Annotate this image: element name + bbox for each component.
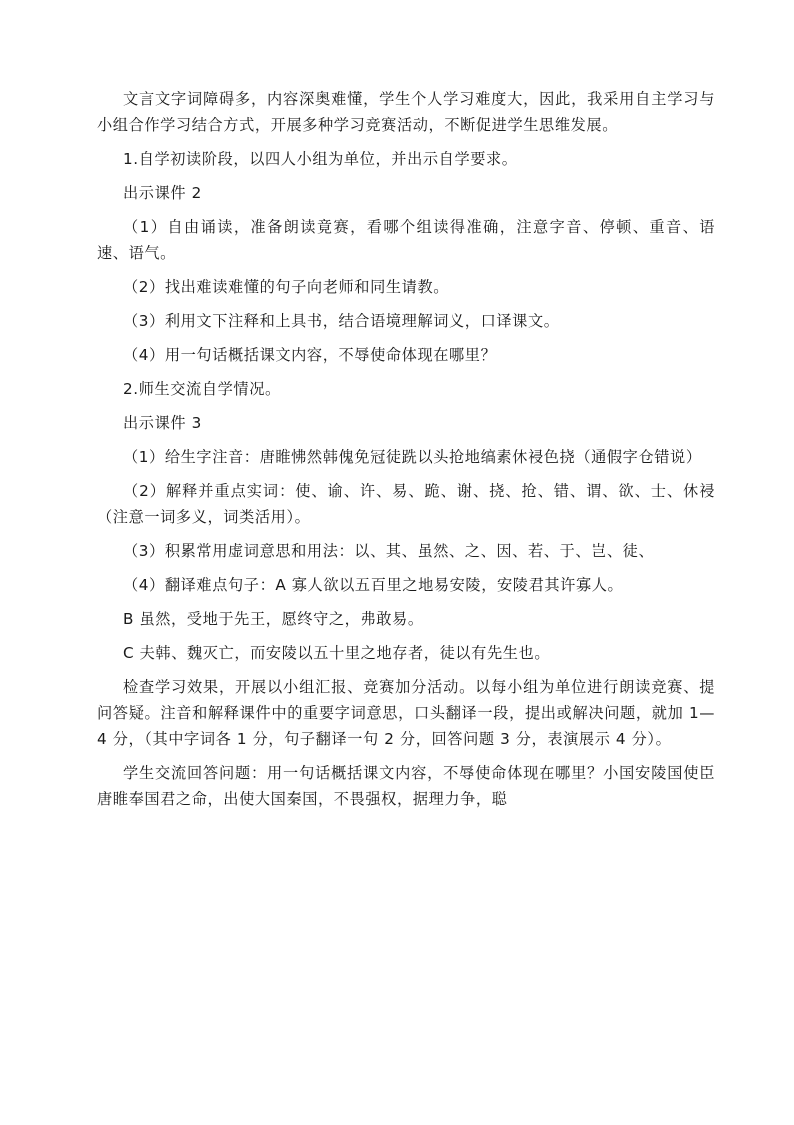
paragraph-pronunciation: （1）给生字注音：唐睢怫然韩傀免冠徒跣以头抢地缟素休祲色挠（通假字仓错说） xyxy=(123,448,702,466)
paragraph-item-3: （3）利用文下注释和上具书，结合语境理解词义，口译课文。 xyxy=(123,312,560,330)
paragraph-check-results: 检查学习效果，开展以小组汇报、竞赛加分活动。以每小组为单位进行朗读竞赛、提问答疑。注音和解释课件中的重要字词意思，口头翻译一段，提出或解决问题，就加 1—4 分，（其中字词各 1 分，句子翻译一句 2 分，回答问题 3 分，表演展示 4 分）。 xyxy=(97,678,715,748)
paragraph-item-2: （2）找出难读难懂的句子向老师和同生请教。 xyxy=(123,278,450,296)
paragraph-step-1: 1.自学初读阶段，以四人小组为单位，并出示自学要求。 xyxy=(123,150,518,168)
paragraph-step-2: 2.师生交流自学情况。 xyxy=(123,380,281,398)
paragraph-translation-a: （4）翻译难点句子：A 寡人欲以五百里之地易安陵，安陵君其许寡人。 xyxy=(123,576,624,594)
paragraph-student-answer: 学生交流回答问题：用一句话概括课文内容，不辱使命体现在哪里？小国安陵国使臣唐睢奉国君之命，出使大国秦国，不畏强权，据理力争，聪 xyxy=(97,764,715,808)
paragraph-translation-c: C 夫韩、魏灭亡，而安陵以五十里之地存者，徒以有先生也。 xyxy=(123,644,551,662)
paragraph-item-4: （4）用一句话概括课文内容，不辱使命体现在哪里？ xyxy=(123,346,497,364)
paragraph-courseware-2: 出示课件 2 xyxy=(123,184,202,202)
paragraph-function-words: （3）积累常用虚词意思和用法：以、其、虽然、之、因、若、于、岂、徒、 xyxy=(123,542,655,560)
paragraph-intro: 文言文字词障碍多，内容深奥难懂，学生个人学习难度大，因此，我采用自主学习与小组合作学习结合方式，开展多种学习竞赛活动，不断促进学生思维发展。 xyxy=(97,90,715,134)
paragraph-item-1: （1）自由诵读，准备朗读竟赛，看哪个组读得准确，注意字音、停顿、重音、语速、语气。 xyxy=(97,218,715,262)
paragraph-courseware-3: 出示课件 3 xyxy=(123,414,202,432)
document-body xyxy=(97,86,715,820)
paragraph-translation-b: B 虽然，受地于先王，愿终守之，弗敢易。 xyxy=(123,610,424,628)
paragraph-content-words: （2）解释并重点实词：使、谕、许、易、跪、谢、挠、抢、错、谓、欲、士、休祲（注意一词多义，词类活用）。 xyxy=(97,482,715,526)
